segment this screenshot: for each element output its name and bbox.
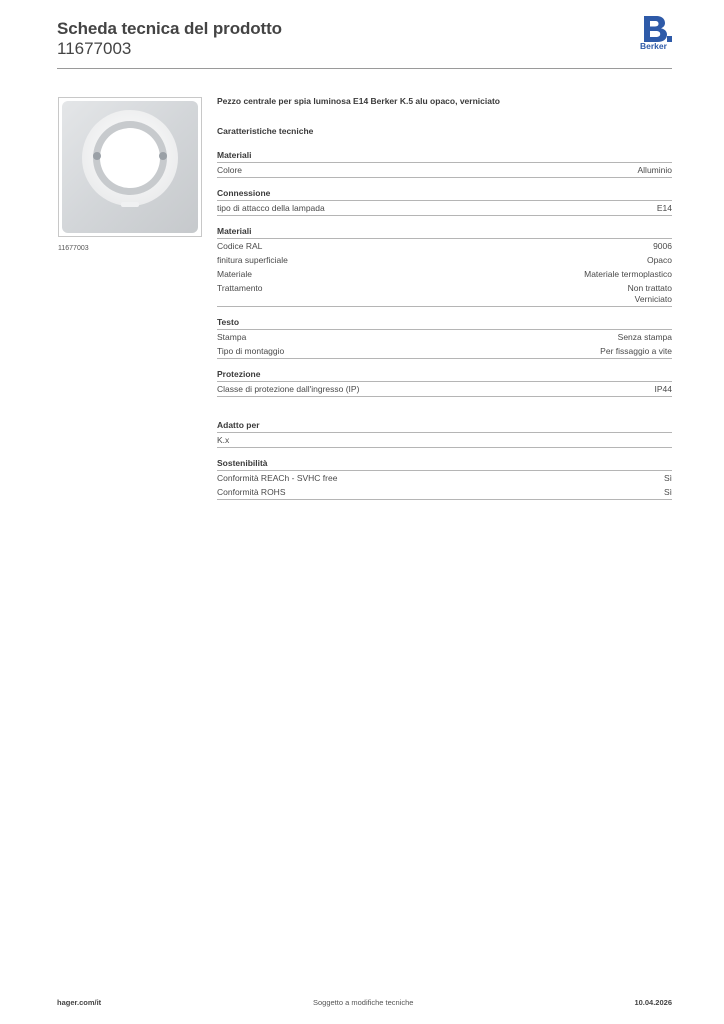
spec-value xyxy=(584,269,672,280)
product-plate-icon xyxy=(59,98,201,236)
footer-website: hager.com/it xyxy=(57,998,102,1007)
spec-content xyxy=(217,95,672,509)
specs-heading: Caratteristiche tecniche xyxy=(217,126,314,136)
spec-value xyxy=(638,165,673,176)
spec-label: Materiale xyxy=(217,269,252,279)
product-title: Pezzo centrale per spia luminosa E14 Berker K.5 alu opaco, verniciato xyxy=(217,96,500,106)
spec-value xyxy=(664,487,672,498)
spec-value xyxy=(618,332,672,343)
spec-value xyxy=(664,473,672,484)
spec-label: Stampa xyxy=(217,332,247,342)
spec-row xyxy=(217,267,672,281)
footer-date: 10.04.2026 xyxy=(634,998,672,1007)
spec-value xyxy=(647,255,672,266)
spec-value-line: Senza stampa xyxy=(617,332,672,342)
spec-value-line: Sì xyxy=(663,487,672,497)
spec-label: Codice RAL xyxy=(217,241,263,251)
product-code: 11677003 xyxy=(57,39,132,58)
spec-label: Conformità ROHS xyxy=(217,487,286,497)
spec-section xyxy=(217,225,672,307)
spec-row xyxy=(217,471,672,485)
section-title: Protezione xyxy=(217,368,672,382)
spec-section xyxy=(217,368,672,397)
section-title: Connessione xyxy=(217,187,672,201)
spec-row xyxy=(217,239,672,253)
spec-section xyxy=(217,187,672,216)
image-caption: 11677003 xyxy=(58,245,89,252)
section-title: Adatto per xyxy=(217,419,672,433)
spec-section xyxy=(217,419,672,448)
footer-disclaimer: Soggetto a modifiche tecniche xyxy=(313,998,414,1007)
spec-value-line: Opaco xyxy=(646,255,672,265)
spec-row xyxy=(217,201,672,216)
spec-row xyxy=(217,330,672,344)
spec-label: Colore xyxy=(217,165,243,175)
spec-value-line: E14 xyxy=(656,203,672,213)
spec-row xyxy=(217,281,672,307)
spec-label: Tipo di montaggio xyxy=(217,346,285,356)
spec-label: Classe di protezione dall'ingresso (IP) xyxy=(217,384,360,394)
page-title: Scheda tecnica del prodotto xyxy=(57,19,282,38)
berker-logo xyxy=(640,16,676,56)
spec-value-line: Verniciato xyxy=(634,294,672,304)
header-divider xyxy=(57,68,672,69)
section-title: Materiali xyxy=(217,225,672,239)
spec-row xyxy=(217,344,672,359)
spec-section xyxy=(217,149,672,178)
spec-value-line: Alluminio xyxy=(637,165,672,175)
section-title: Materiali xyxy=(217,149,672,163)
spec-value-line: IP44 xyxy=(654,384,672,394)
section-title: Sostenibilità xyxy=(217,457,672,471)
spec-row xyxy=(217,382,672,397)
spec-value-line: 9006 xyxy=(653,241,672,251)
spec-row xyxy=(217,253,672,267)
spec-section xyxy=(217,457,672,500)
spec-value-line: Non trattato xyxy=(627,283,672,293)
product-image xyxy=(58,97,202,237)
spec-label: Trattamento xyxy=(217,283,263,293)
spec-label: K.x xyxy=(217,435,230,445)
spec-value-line: Materiale termoplastico xyxy=(584,269,672,279)
spec-value xyxy=(628,283,672,305)
spec-row xyxy=(217,433,672,448)
spec-value xyxy=(653,241,672,252)
spec-label: finitura superficiale xyxy=(217,255,288,265)
spec-label: tipo di attacco della lampada xyxy=(217,203,325,213)
spec-row xyxy=(217,163,672,178)
berker-logo-text: Berker xyxy=(640,41,667,51)
spec-value xyxy=(655,384,673,395)
section-title: Testo xyxy=(217,316,672,330)
spec-section xyxy=(217,316,672,359)
spec-value xyxy=(657,203,672,214)
spec-value-line: Per fissaggio a vite xyxy=(600,346,672,356)
spec-value xyxy=(600,346,672,357)
spec-row xyxy=(217,485,672,500)
berker-b-icon xyxy=(642,16,672,42)
spec-label: Conformità REACh - SVHC free xyxy=(217,473,338,483)
spec-sections xyxy=(217,149,672,500)
spec-value-line: Sì xyxy=(663,473,672,483)
